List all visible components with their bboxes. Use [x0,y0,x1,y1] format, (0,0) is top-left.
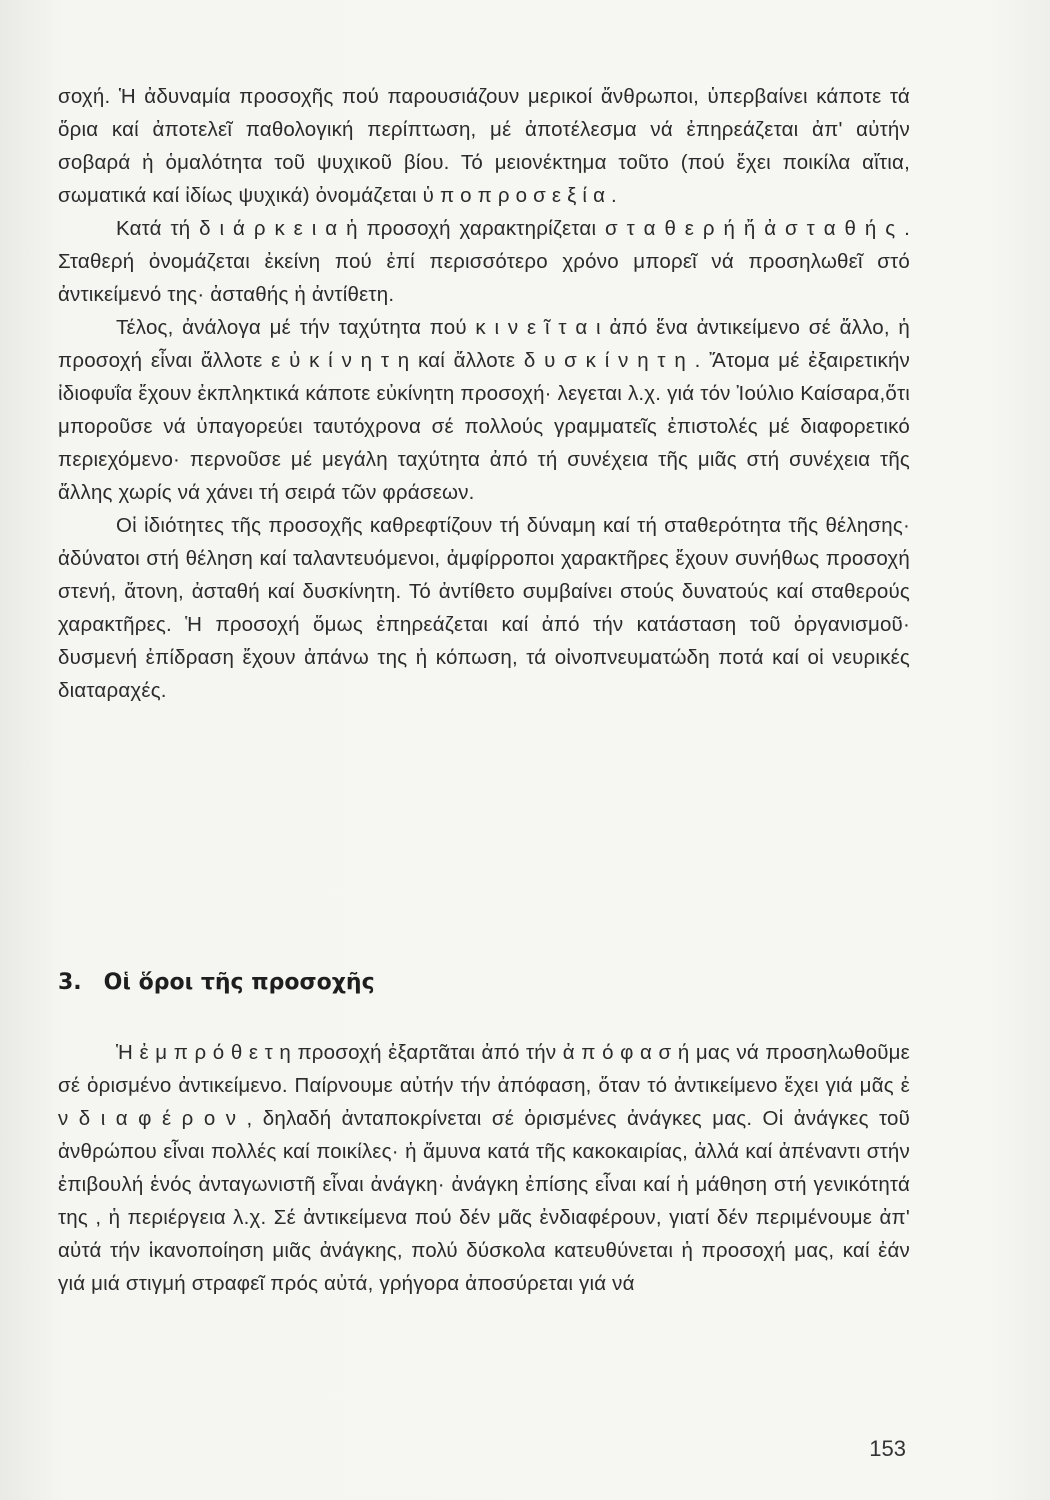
paragraph-4: Οἱ ἰδιότητες τῆς προσοχῆς καθρεφτίζουν τή δύναμη καί τή σταθερότητα τῆς θέλησης· ἀδύνατοι στή θέληση καί ταλαντευόμενοι, ἀμφίρροποι χαρακτῆρες ἔχουν συνήθως προσοχή στενή, ἄτονη, ἀσταθή καί δυσκίνητη. Τό ἀντίθετο συμβαίνει στούς δυνατούς καί σταθερούς χαρακτῆρες. Ἡ προσοχή ὅμως ἐπηρεάζεται καί ἀπό τήν κατάσταση τοῦ ὀργανισμοῦ· δυσμενή ἐπίδραση ἔχουν ἀπάνω της ἡ κόπωση, τά οἰνοπνευματώδη ποτά καί οἱ νευρικές διαταραχές. [58,514,910,702]
paragraph-2: Κατά τή δ ι ά ρ κ ε ι α ἡ προσοχή χαρακτηρίζεται σ τ α θ ε ρ ή ἤ ἀ σ τ α θ ή ς . Σταθερή ὀνομάζεται ἐκείνη πού ἐπί περισσότερο χρόνο μπορεῖ νά προσηλωθεῖ στό ἀντικείμενό της· ἀσταθής ἡ ἀντίθετη. [58,217,910,306]
section-title: Οἱ ὅροι τῆς προσοχῆς [103,970,375,995]
section-heading [58,970,375,995]
body-text-top [58,80,910,707]
section-number: 3. [58,970,82,995]
page-number: 153 [869,1436,906,1461]
body-text-bottom [58,1036,910,1300]
paragraph-3: Τέλος, ἀνάλογα μέ τήν ταχύτητα πού κ ι ν ε ῖ τ α ι ἀπό ἕνα ἀντικείμενο σέ ἄλλο, ἡ προσοχή εἶναι ἄλλοτε ε ὐ κ ί ν η τ η καί ἄλλοτε δ υ σ κ ί ν η τ η . Ἄτομα μέ ἐξαιρετικήν ἰδιοφυΐα ἔχουν ἐκπληκτικά κάποτε εὐκίνητη προσοχή· λεγεται λ.χ. γιά τόν Ἰούλιο Καίσαρα,ὅτι μποροῦσε νά ὑπαγορεύει ταυτόχρονα σέ πολλούς γραμματεῖς ἐπιστολές μέ διαφορετικό περιεχόμενο· περνοῦσε μέ μεγάλη ταχύτητα ἀπό τή συνέχεια τῆς μιᾶς στή συνέχεια τῆς ἄλλης χωρίς νά χάνει τή σειρά τῶν φράσεων. [58,316,910,504]
paragraph-5: Ἡ ἐ μ π ρ ό θ ε τ η προσοχή ἐξαρτᾶται ἀπό τήν ἀ π ό φ α σ ή μας νά προσηλωθοῦμε σέ ὁρισμένο ἀντικείμενο. Παίρνουμε αὐτήν τήν ἀπόφαση, ὅταν τό ἀντικείμενο ἔχει γιά μᾶς ἐ ν δ ι α φ έ ρ ο ν , δηλαδή ἀνταποκρίνεται σέ ὁρισμένες ἀνάγκες μας. Οἱ ἀνάγκες τοῦ ἀνθρώπου εἶναι πολλές καί ποικίλες· ἡ ἄμυνα κατά τῆς κακοκαιρίας, ἀλλά καί ἀπέναντι στήν ἐπιβουλή ἑνός ἀνταγωνιστῆ εἶναι ἀνάγκη· ἀνάγκη ἐπίσης εἶναι καί ἡ μάθηση στή γενικότητά της , ἡ περιέργεια λ.χ. Σέ ἀντικείμενα πού δέν μᾶς ἐνδιαφέρουν, γιατί δέν περιμένουμε ἀπ' αὐτά τήν ἱκανοποίηση μιᾶς ἀνάγκης, πολύ δύσκολα κατευθύνεται ἡ προσοχή μας, καί ἐάν γιά μιά στιγμή στραφεῖ πρός αὐτά, γρήγορα ἀποσύρεται γιά νά [58,1041,910,1295]
paragraph-1: σοχή. Ἡ ἀδυναμία προσοχῆς πού παρουσιάζουν μερικοί ἄνθρωποι, ὑπερβαίνει κάποτε τά ὅρια καί ἀποτελεῖ παθολογική περίπτωση, μέ ἀποτέλεσμα νά ἐπηρεάζεται ἀπ' αὐτήν σοβαρά ἡ ὁμαλότητα τοῦ ψυχικοῦ βίου. Τό μειονέκτημα τοῦτο (πού ἔχει ποικίλα αἴτια, σωματικά καί ἰδίως ψυχικά) ὀνομάζεται ὑ π ο π ρ ο σ ε ξ ί α . [58,85,910,207]
